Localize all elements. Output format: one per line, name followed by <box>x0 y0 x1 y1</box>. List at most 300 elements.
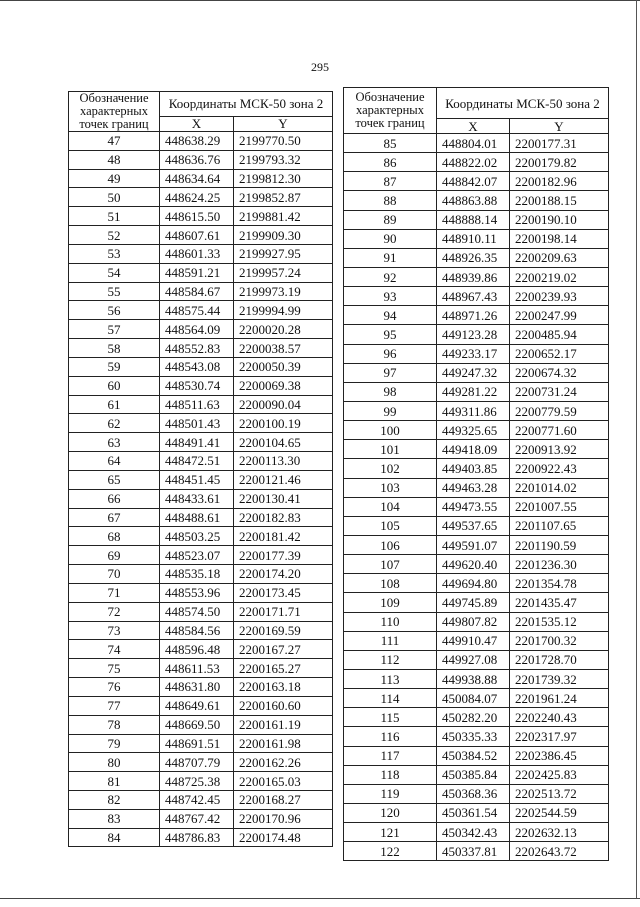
table-row <box>69 508 333 527</box>
x-coordinate-cell: 448596.48 <box>160 640 234 659</box>
y-coordinate-cell: 2200113.30 <box>234 452 333 471</box>
y-coordinate-cell: 2200038.57 <box>234 339 333 358</box>
point-number-cell: 80 <box>69 753 160 772</box>
table-row <box>344 555 609 574</box>
table-row <box>69 339 333 358</box>
y-coordinate-cell: 2202632.13 <box>510 823 609 842</box>
x-coordinate-cell: 448804.01 <box>437 134 510 153</box>
y-coordinate-cell: 2200165.27 <box>234 659 333 678</box>
table-row <box>69 395 333 414</box>
point-number-cell: 106 <box>344 535 437 554</box>
y-coordinate-cell: 2200174.20 <box>234 565 333 584</box>
x-coordinate-cell: 448574.50 <box>160 602 234 621</box>
point-number-cell: 83 <box>69 809 160 828</box>
table-row <box>69 527 333 546</box>
point-number-cell: 111 <box>344 631 437 650</box>
table-row <box>69 357 333 376</box>
point-number-cell: 114 <box>344 689 437 708</box>
point-number-cell: 90 <box>344 229 437 248</box>
point-number-cell: 53 <box>69 244 160 263</box>
y-coordinate-cell: 2201190.59 <box>510 535 609 554</box>
y-coordinate-cell: 2200165.03 <box>234 772 333 791</box>
point-number-cell: 101 <box>344 440 437 459</box>
table-row <box>344 248 609 267</box>
point-number-cell: 49 <box>69 169 160 188</box>
table-row <box>344 267 609 286</box>
x-coordinate-cell: 448742.45 <box>160 790 234 809</box>
y-coordinate-cell: 2199994.99 <box>234 301 333 320</box>
x-coordinate-cell: 448669.50 <box>160 715 234 734</box>
page-frame-bottom <box>0 898 640 899</box>
point-number-cell: 104 <box>344 497 437 516</box>
x-coordinate-cell: 449910.47 <box>437 631 510 650</box>
point-number-cell: 73 <box>69 621 160 640</box>
x-coordinate-cell: 448591.21 <box>160 263 234 282</box>
point-number-cell: 108 <box>344 574 437 593</box>
table-row <box>344 669 609 688</box>
y-coordinate-cell: 2200121.46 <box>234 470 333 489</box>
table-row <box>344 842 609 861</box>
page-frame-top <box>0 0 640 1</box>
y-coordinate-cell: 2200182.83 <box>234 508 333 527</box>
x-coordinate-cell: 448575.44 <box>160 301 234 320</box>
x-coordinate-cell: 449123.28 <box>437 325 510 344</box>
table-row <box>69 132 333 151</box>
y-coordinate-cell: 2200050.39 <box>234 357 333 376</box>
point-number-cell: 120 <box>344 803 437 822</box>
coordinates-table-left <box>68 91 333 847</box>
x-coordinate-cell: 448491.41 <box>160 433 234 452</box>
point-number-cell: 100 <box>344 421 437 440</box>
point-number-cell: 60 <box>69 376 160 395</box>
y-coordinate-cell: 2202544.59 <box>510 803 609 822</box>
y-coordinate-cell: 2200020.28 <box>234 320 333 339</box>
x-coordinate-cell: 448530.74 <box>160 376 234 395</box>
table-row <box>69 301 333 320</box>
coordinates-header: Координаты МСК-50 зона 2 <box>437 88 609 119</box>
point-number-cell: 70 <box>69 565 160 584</box>
x-coordinate-cell: 449403.85 <box>437 459 510 478</box>
table-row <box>69 678 333 697</box>
table-row <box>69 696 333 715</box>
y-coordinate-cell: 2200182.96 <box>510 172 609 191</box>
y-coordinate-cell: 2199973.19 <box>234 282 333 301</box>
x-coordinate-cell: 448910.11 <box>437 229 510 248</box>
point-number-cell: 79 <box>69 734 160 753</box>
x-coordinate-cell: 448631.80 <box>160 678 234 697</box>
x-coordinate-cell: 448725.38 <box>160 772 234 791</box>
y-coordinate-cell: 2201007.55 <box>510 497 609 516</box>
table-row <box>344 134 609 153</box>
x-coordinate-cell: 450361.54 <box>437 803 510 822</box>
point-number-cell: 84 <box>69 828 160 847</box>
x-coordinate-cell: 448967.43 <box>437 287 510 306</box>
y-coordinate-cell: 2201739.32 <box>510 669 609 688</box>
table-row <box>69 790 333 809</box>
point-number-cell: 69 <box>69 546 160 565</box>
point-number-cell: 74 <box>69 640 160 659</box>
table-row <box>344 803 609 822</box>
table-row <box>69 320 333 339</box>
x-coordinate-cell: 448488.61 <box>160 508 234 527</box>
x-coordinate-cell: 448615.50 <box>160 207 234 226</box>
table-row <box>344 325 609 344</box>
table-row <box>69 244 333 263</box>
point-number-cell: 64 <box>69 452 160 471</box>
table-row <box>69 452 333 471</box>
x-coordinate-cell: 448503.25 <box>160 527 234 546</box>
y-coordinate-cell: 2200161.98 <box>234 734 333 753</box>
table-row <box>344 382 609 401</box>
x-coordinate-cell: 449694.80 <box>437 574 510 593</box>
point-number-cell: 97 <box>344 363 437 382</box>
point-number-cell: 65 <box>69 470 160 489</box>
x-coordinate-cell: 448691.51 <box>160 734 234 753</box>
x-coordinate-cell: 448584.67 <box>160 282 234 301</box>
y-coordinate-cell: 2200913.92 <box>510 440 609 459</box>
point-number-cell: 55 <box>69 282 160 301</box>
table-row <box>69 169 333 188</box>
x-coordinate-cell: 450335.33 <box>437 727 510 746</box>
y-coordinate-cell: 2200174.48 <box>234 828 333 847</box>
table-row <box>69 226 333 245</box>
y-coordinate-cell: 2200104.65 <box>234 433 333 452</box>
y-coordinate-cell: 2200674.32 <box>510 363 609 382</box>
table-row <box>344 574 609 593</box>
x-coordinate-cell: 448433.61 <box>160 489 234 508</box>
x-coordinate-cell: 449473.55 <box>437 497 510 516</box>
x-coordinate-cell: 449620.40 <box>437 555 510 574</box>
x-coordinate-cell: 448624.25 <box>160 188 234 207</box>
y-coordinate-cell: 2202513.72 <box>510 784 609 803</box>
y-coordinate-cell: 2199881.42 <box>234 207 333 226</box>
table-row <box>69 376 333 395</box>
y-coordinate-cell: 2199852.87 <box>234 188 333 207</box>
point-number-cell: 89 <box>344 210 437 229</box>
x-header: X <box>437 119 510 134</box>
table-row <box>69 188 333 207</box>
y-coordinate-cell: 2201700.32 <box>510 631 609 650</box>
table-row <box>69 659 333 678</box>
y-coordinate-cell: 2199909.30 <box>234 226 333 245</box>
y-coordinate-cell: 2200173.45 <box>234 583 333 602</box>
point-number-cell: 86 <box>344 153 437 172</box>
y-coordinate-cell: 2200247.99 <box>510 306 609 325</box>
x-coordinate-cell: 448707.79 <box>160 753 234 772</box>
table-row <box>69 207 333 226</box>
table-row <box>344 650 609 669</box>
x-coordinate-cell: 448601.33 <box>160 244 234 263</box>
point-number-cell: 61 <box>69 395 160 414</box>
y-coordinate-cell: 2200485.94 <box>510 325 609 344</box>
y-coordinate-cell: 2199812.30 <box>234 169 333 188</box>
point-number-cell: 75 <box>69 659 160 678</box>
table-row <box>344 765 609 784</box>
page-number: 295 <box>311 60 329 74</box>
y-coordinate-cell: 2200181.42 <box>234 527 333 546</box>
x-coordinate-cell: 450368.36 <box>437 784 510 803</box>
table-row <box>344 727 609 746</box>
table-row <box>344 459 609 478</box>
coordinates-table-right <box>343 87 609 861</box>
x-coordinate-cell: 449247.32 <box>437 363 510 382</box>
y-coordinate-cell: 2200922.43 <box>510 459 609 478</box>
y-coordinate-cell: 2200179.82 <box>510 153 609 172</box>
table-row <box>69 470 333 489</box>
y-coordinate-cell: 2201107.65 <box>510 516 609 535</box>
point-label-header: Обозначение характерных точек границ <box>69 92 160 132</box>
table-row <box>344 746 609 765</box>
x-coordinate-cell: 448822.02 <box>437 153 510 172</box>
point-number-cell: 87 <box>344 172 437 191</box>
table-row <box>344 153 609 172</box>
x-coordinate-cell: 449927.08 <box>437 650 510 669</box>
point-number-cell: 110 <box>344 612 437 631</box>
x-coordinate-cell: 449745.89 <box>437 593 510 612</box>
point-number-cell: 95 <box>344 325 437 344</box>
x-coordinate-cell: 448607.61 <box>160 226 234 245</box>
table-row <box>344 287 609 306</box>
y-coordinate-cell: 2200162.26 <box>234 753 333 772</box>
y-coordinate-cell: 2200177.39 <box>234 546 333 565</box>
point-number-cell: 57 <box>69 320 160 339</box>
table-row <box>69 565 333 584</box>
table-row <box>69 715 333 734</box>
x-coordinate-cell: 448786.83 <box>160 828 234 847</box>
table-row <box>69 640 333 659</box>
point-number-cell: 82 <box>69 790 160 809</box>
table-row <box>69 489 333 508</box>
table-row <box>344 823 609 842</box>
point-number-cell: 92 <box>344 267 437 286</box>
y-coordinate-cell: 2200198.14 <box>510 229 609 248</box>
point-number-cell: 81 <box>69 772 160 791</box>
x-coordinate-cell: 449311.86 <box>437 401 510 420</box>
y-coordinate-cell: 2200209.63 <box>510 248 609 267</box>
x-coordinate-cell: 448634.64 <box>160 169 234 188</box>
point-number-cell: 59 <box>69 357 160 376</box>
y-coordinate-cell: 2200239.93 <box>510 287 609 306</box>
y-header: Y <box>510 119 609 134</box>
table-row <box>69 414 333 433</box>
point-number-cell: 62 <box>69 414 160 433</box>
point-number-cell: 121 <box>344 823 437 842</box>
table-row <box>69 809 333 828</box>
table-row <box>69 602 333 621</box>
y-coordinate-cell: 2201435.47 <box>510 593 609 612</box>
x-coordinate-cell: 448584.56 <box>160 621 234 640</box>
x-coordinate-cell: 450342.43 <box>437 823 510 842</box>
x-coordinate-cell: 448842.07 <box>437 172 510 191</box>
y-coordinate-cell: 2200171.71 <box>234 602 333 621</box>
table-row <box>69 433 333 452</box>
x-coordinate-cell: 450384.52 <box>437 746 510 765</box>
point-number-cell: 78 <box>69 715 160 734</box>
y-coordinate-cell: 2200100.19 <box>234 414 333 433</box>
y-coordinate-cell: 2200779.59 <box>510 401 609 420</box>
table-row <box>69 772 333 791</box>
point-number-cell: 91 <box>344 248 437 267</box>
point-number-cell: 76 <box>69 678 160 697</box>
table-row <box>69 263 333 282</box>
x-coordinate-cell: 449938.88 <box>437 669 510 688</box>
point-number-cell: 85 <box>344 134 437 153</box>
table-row <box>344 191 609 210</box>
page-frame-right <box>636 0 637 898</box>
table-row <box>344 229 609 248</box>
x-coordinate-cell: 448638.29 <box>160 132 234 151</box>
y-coordinate-cell: 2200771.60 <box>510 421 609 440</box>
x-coordinate-cell: 450084.07 <box>437 689 510 708</box>
x-coordinate-cell: 448767.42 <box>160 809 234 828</box>
x-coordinate-cell: 449463.28 <box>437 478 510 497</box>
y-coordinate-cell: 2200069.38 <box>234 376 333 395</box>
x-coordinate-cell: 448451.45 <box>160 470 234 489</box>
y-coordinate-cell: 2200190.10 <box>510 210 609 229</box>
y-coordinate-cell: 2201535.12 <box>510 612 609 631</box>
table-row <box>69 150 333 169</box>
y-coordinate-cell: 2202317.97 <box>510 727 609 746</box>
point-number-cell: 99 <box>344 401 437 420</box>
x-coordinate-cell: 450337.81 <box>437 842 510 861</box>
point-number-cell: 71 <box>69 583 160 602</box>
x-coordinate-cell: 449537.65 <box>437 516 510 535</box>
table-row <box>344 344 609 363</box>
y-coordinate-cell: 2200090.04 <box>234 395 333 414</box>
coordinates-header: Координаты МСК-50 зона 2 <box>160 92 333 117</box>
point-number-cell: 96 <box>344 344 437 363</box>
point-number-cell: 94 <box>344 306 437 325</box>
point-number-cell: 112 <box>344 650 437 669</box>
x-coordinate-cell: 449807.82 <box>437 612 510 631</box>
point-number-cell: 50 <box>69 188 160 207</box>
point-number-cell: 54 <box>69 263 160 282</box>
y-coordinate-cell: 2200177.31 <box>510 134 609 153</box>
table-row <box>69 546 333 565</box>
table-row <box>344 631 609 650</box>
y-coordinate-cell: 2200160.60 <box>234 696 333 715</box>
x-coordinate-cell: 448553.96 <box>160 583 234 602</box>
point-number-cell: 113 <box>344 669 437 688</box>
y-coordinate-cell: 2202386.45 <box>510 746 609 765</box>
x-coordinate-cell: 448564.09 <box>160 320 234 339</box>
y-coordinate-cell: 2201728.70 <box>510 650 609 669</box>
table-row <box>69 282 333 301</box>
point-number-cell: 102 <box>344 459 437 478</box>
table-row <box>344 172 609 191</box>
point-number-cell: 52 <box>69 226 160 245</box>
x-coordinate-cell: 449591.07 <box>437 535 510 554</box>
table-row <box>344 593 609 612</box>
x-coordinate-cell: 448888.14 <box>437 210 510 229</box>
y-coordinate-cell: 2201014.02 <box>510 478 609 497</box>
y-coordinate-cell: 2200219.02 <box>510 267 609 286</box>
table-row <box>69 753 333 772</box>
y-coordinate-cell: 2202425.83 <box>510 765 609 784</box>
y-header: Y <box>234 116 333 131</box>
x-coordinate-cell: 448501.43 <box>160 414 234 433</box>
x-coordinate-cell: 448511.63 <box>160 395 234 414</box>
table-row <box>344 497 609 516</box>
y-coordinate-cell: 2200170.96 <box>234 809 333 828</box>
x-coordinate-cell: 448939.86 <box>437 267 510 286</box>
x-coordinate-cell: 448971.26 <box>437 306 510 325</box>
y-coordinate-cell: 2200188.15 <box>510 191 609 210</box>
point-number-cell: 115 <box>344 708 437 727</box>
table-row <box>344 421 609 440</box>
table-row <box>69 828 333 847</box>
point-number-cell: 117 <box>344 746 437 765</box>
point-number-cell: 93 <box>344 287 437 306</box>
x-coordinate-cell: 449325.65 <box>437 421 510 440</box>
y-coordinate-cell: 2200161.19 <box>234 715 333 734</box>
point-number-cell: 68 <box>69 527 160 546</box>
table-row <box>344 401 609 420</box>
point-number-cell: 122 <box>344 842 437 861</box>
table-row <box>344 516 609 535</box>
x-coordinate-cell: 448611.53 <box>160 659 234 678</box>
x-coordinate-cell: 448523.07 <box>160 546 234 565</box>
table-row <box>69 734 333 753</box>
point-number-cell: 58 <box>69 339 160 358</box>
y-coordinate-cell: 2200168.27 <box>234 790 333 809</box>
x-coordinate-cell: 448926.35 <box>437 248 510 267</box>
y-coordinate-cell: 2200163.18 <box>234 678 333 697</box>
point-label-header: Обозначение характерных точек границ <box>344 88 437 134</box>
point-number-cell: 47 <box>69 132 160 151</box>
point-number-cell: 116 <box>344 727 437 746</box>
y-coordinate-cell: 2199770.50 <box>234 132 333 151</box>
point-number-cell: 77 <box>69 696 160 715</box>
point-number-cell: 63 <box>69 433 160 452</box>
point-number-cell: 51 <box>69 207 160 226</box>
y-coordinate-cell: 2199793.32 <box>234 150 333 169</box>
x-coordinate-cell: 448552.83 <box>160 339 234 358</box>
y-coordinate-cell: 2201961.24 <box>510 689 609 708</box>
table-row <box>344 306 609 325</box>
y-coordinate-cell: 2202643.72 <box>510 842 609 861</box>
point-number-cell: 56 <box>69 301 160 320</box>
x-coordinate-cell: 450385.84 <box>437 765 510 784</box>
x-coordinate-cell: 449418.09 <box>437 440 510 459</box>
point-number-cell: 119 <box>344 784 437 803</box>
point-number-cell: 103 <box>344 478 437 497</box>
point-number-cell: 88 <box>344 191 437 210</box>
table-row <box>344 612 609 631</box>
x-coordinate-cell: 448649.61 <box>160 696 234 715</box>
table-row <box>69 583 333 602</box>
x-coordinate-cell: 449233.17 <box>437 344 510 363</box>
table-row <box>69 621 333 640</box>
point-number-cell: 72 <box>69 602 160 621</box>
table-row <box>344 708 609 727</box>
x-coordinate-cell: 448535.18 <box>160 565 234 584</box>
table-row <box>344 363 609 382</box>
point-number-cell: 66 <box>69 489 160 508</box>
point-number-cell: 105 <box>344 516 437 535</box>
x-coordinate-cell: 448472.51 <box>160 452 234 471</box>
table-row <box>344 535 609 554</box>
point-number-cell: 107 <box>344 555 437 574</box>
y-coordinate-cell: 2201236.30 <box>510 555 609 574</box>
y-coordinate-cell: 2199927.95 <box>234 244 333 263</box>
x-coordinate-cell: 448863.88 <box>437 191 510 210</box>
y-coordinate-cell: 2200652.17 <box>510 344 609 363</box>
point-number-cell: 98 <box>344 382 437 401</box>
point-number-cell: 118 <box>344 765 437 784</box>
y-coordinate-cell: 2200130.41 <box>234 489 333 508</box>
table-row <box>344 210 609 229</box>
